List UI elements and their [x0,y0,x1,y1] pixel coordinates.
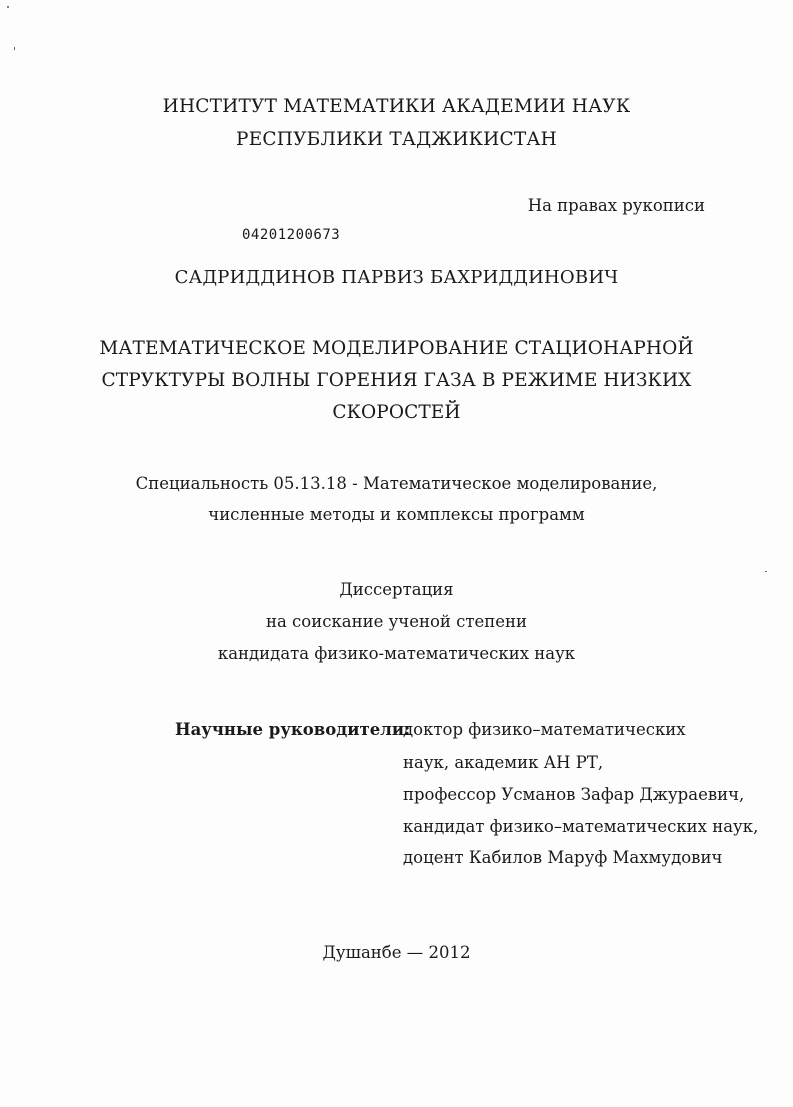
author-name: САДРИДДИНОВ ПАРВИЗ БАХРИДДИНОВИЧ [174,267,619,288]
scan-speck [765,571,767,572]
dissertation-label: Диссертация [339,580,454,599]
institute-line-1: ИНСТИТУТ МАТЕМАТИКИ АКАДЕМИИ НАУК [162,96,631,117]
scan-speck [7,6,9,8]
dissertation-title-line-1: МАТЕМАТИЧЕСКОЕ МОДЕЛИРОВАНИЕ СТАЦИОНАРНОЙ [99,338,694,359]
supervisor-line: наук, академик АН РТ, [403,753,604,772]
scan-speck [14,47,15,50]
institute-line-2: РЕСПУБЛИКИ ТАДЖИКИСТАН [236,129,557,150]
manuscript-note: На правах рукописи [527,196,705,215]
specialty-line-2: численные методы и комплексы программ [208,505,585,524]
specialty-line-1: Специальность 05.13.18 - Математическое моделирование, [135,474,658,493]
supervisor-line: доцент Кабилов Маруф Махмудович [403,848,723,867]
dissertation-title-line-3: СКОРОСТЕЙ [332,402,461,423]
supervisor-line: доктор физико–математических [403,720,686,739]
supervisors-label: Научные руководители: [175,720,411,739]
supervisor-line: профессор Усманов Зафар Джураевич, [403,785,745,804]
registration-number: 04201200673 [242,227,341,243]
degree-line-2: кандидата физико-математических наук [217,644,576,663]
supervisor-line: кандидат физико–математических наук, [403,817,759,836]
dissertation-title-line-2: СТРУКТУРЫ ВОЛНЫ ГОРЕНИЯ ГАЗА В РЕЖИМЕ НИЗКИХ [101,370,692,391]
degree-line-1: на соискание ученой степени [265,612,528,631]
place-and-year: Душанбе — 2012 [322,943,471,962]
